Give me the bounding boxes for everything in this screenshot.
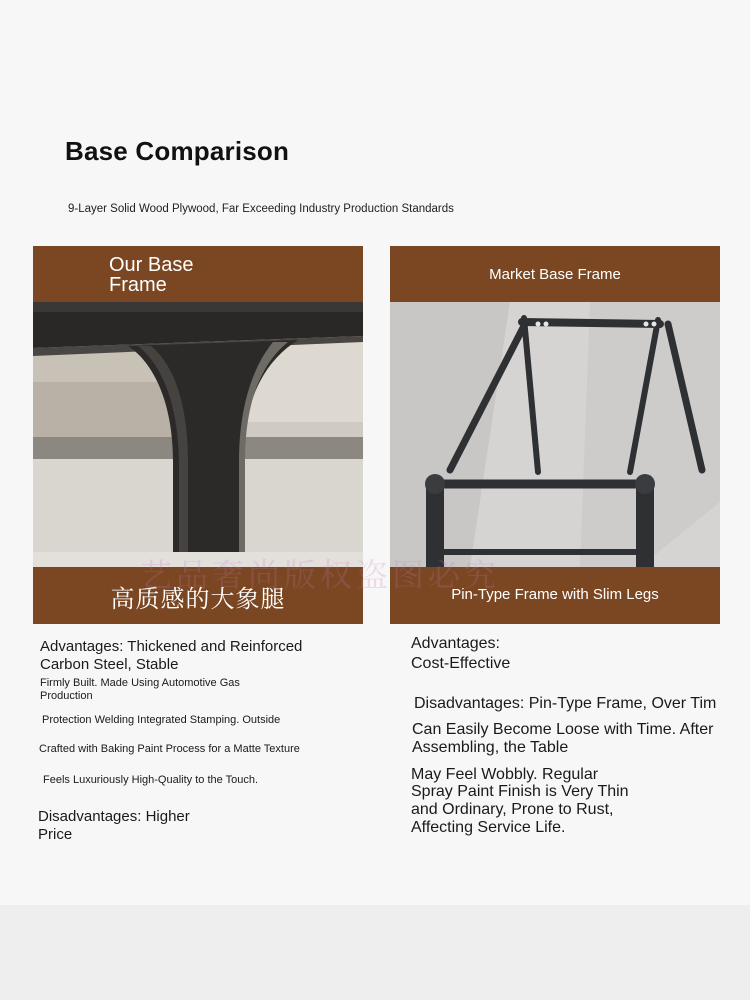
right-advantages-line2: Cost-Effective bbox=[411, 655, 511, 672]
market-base-title: Market Base Frame bbox=[489, 266, 621, 283]
left-detail-line5: Feels Luxuriously High-Quality to the Touch. bbox=[43, 774, 259, 786]
left-disadvantages-line1: Disadvantages: Higher bbox=[38, 808, 190, 825]
right-disadvantages-line3: Assembling, the Table bbox=[412, 739, 569, 756]
left-advantages-line1: Advantages: Thickened and Reinforced bbox=[40, 638, 303, 655]
page-title: Base Comparison bbox=[65, 136, 290, 166]
page-subtitle: 9-Layer Solid Wood Plywood, Far Exceeding Industry Production Standards bbox=[68, 203, 454, 215]
right-disadvantages-line5: Spray Paint Finish is Very Thin bbox=[411, 783, 629, 800]
thick-leg-image bbox=[33, 302, 363, 567]
right-disadvantages-line6: and Ordinary, Prone to Rust, bbox=[411, 801, 614, 818]
our-base-header-band bbox=[33, 246, 363, 302]
watermark: 艺品奢尚版权盗图必究 bbox=[140, 556, 501, 594]
left-detail-line1: Firmly Built. Made Using Automotive Gas bbox=[40, 677, 240, 689]
our-base-title-line1: Our Base bbox=[109, 254, 194, 276]
pin-frame-image bbox=[390, 302, 720, 567]
left-detail-line2: Production bbox=[40, 690, 93, 702]
left-advantages-line2: Carbon Steel, Stable bbox=[40, 656, 179, 673]
our-base-photo bbox=[33, 302, 363, 567]
market-base-caption: Pin-Type Frame with Slim Legs bbox=[451, 586, 659, 603]
bottom-band bbox=[0, 905, 750, 1000]
left-disadvantages-line2: Price bbox=[38, 826, 73, 843]
our-base-title bbox=[109, 255, 269, 295]
right-disadvantages-line7: Affecting Service Life. bbox=[411, 819, 566, 836]
left-detail-line4: Crafted with Baking Paint Process for a Matte Texture bbox=[39, 743, 300, 755]
right-disadvantages-line1: Disadvantages: Pin-Type Frame, Over Tim bbox=[414, 695, 717, 712]
left-detail-line3: Protection Welding Integrated Stamping. Outside bbox=[42, 714, 281, 726]
right-disadvantages-line4: May Feel Wobbly. Regular bbox=[411, 766, 599, 783]
right-advantages-line1: Advantages: bbox=[411, 635, 500, 652]
our-base-title-line2: Frame bbox=[109, 274, 167, 296]
market-base-photo bbox=[390, 302, 720, 567]
our-base-caption: 高质感的大象腿 bbox=[110, 586, 286, 613]
market-base-header-band bbox=[390, 246, 720, 302]
right-disadvantages-line2: Can Easily Become Loose with Time. After bbox=[412, 721, 714, 738]
